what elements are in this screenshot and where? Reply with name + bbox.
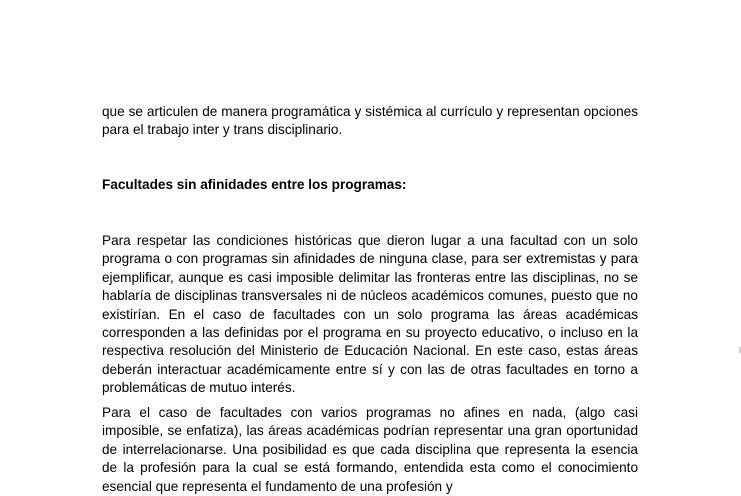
body-paragraph-one: Para respetar las condiciones históricas que dieron lugar a una facultad con un solo programa o con programas sin afinidades de ninguna clase, para ser extremistas y para ejemplificar, aunque es casi imposible delimitar las fronteras entre las disciplinas, no se hablaría de disciplinas transversales ni de núcleos académicos comunes, puesto que no existirían. En el caso de facultades con un solo programa las áreas académicas corresponden a las definidas por el programa en su proyecto educativo, o incluso en la respectiva resolución del Ministerio de Educación Nacional. En este caso, estas áreas deberán interactuar académicamente entre sí y con las de otras facultades en torno a problemáticas de mutuo interés.: [102, 233, 638, 396]
section-heading: Facultades sin afinidades entre los programas:: [102, 177, 407, 192]
body-paragraph-two: Para el caso de facultades con varios programas no afines en nada, (algo casi imposible, se enfatiza), las áreas académicas podrían representar una gran oportunidad de interrelacionarse. Una posibilidad es que cada disciplina que representa la esencia de la profesión para la cual se está formando, entendida esta como el conocimiento esencial que representa el fundamento de una profesión y: [102, 405, 638, 494]
intro-paragraph: que se articulen de manera programática y sistémica al currículo y representan opciones para el trabajo inter y trans disciplinario.: [102, 104, 638, 138]
